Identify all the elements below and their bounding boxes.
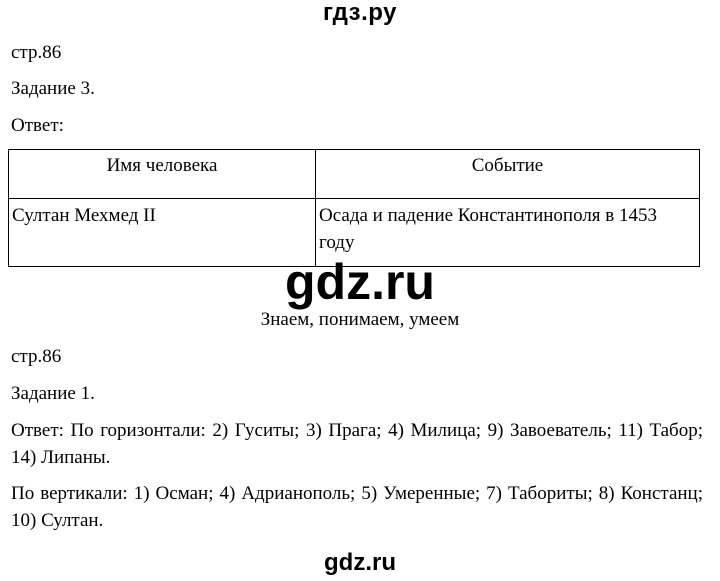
answer-table — [8, 149, 700, 267]
answer-vertical: По вертикали: 1) Осман; 4) Адрианополь; 5) Умеренные; 7) Табориты; 8) Констанц; 10) Султан. — [11, 483, 703, 531]
table-header-event: Событие — [316, 150, 700, 199]
answer-label: Ответ: — [11, 115, 64, 136]
site-header-logo: гдз.ру — [323, 0, 397, 26]
table-cell-event: Осада и падение Константинополя в 1453 году — [316, 199, 700, 267]
section-title: Знаем, понимаем, умеем — [260, 309, 460, 330]
site-footer-logo: gdz.ru — [324, 549, 396, 576]
table-header-name: Имя человека — [9, 150, 316, 199]
page-number: стр.86 — [11, 42, 62, 63]
table-header-row — [9, 150, 700, 199]
page-number-2: стр.86 — [11, 346, 62, 367]
task-title: Задание 3. — [11, 78, 95, 99]
watermark-logo: gdz.ru — [285, 254, 435, 310]
task-title-2: Задание 1. — [11, 383, 95, 404]
table-cell-name: Султан Мехмед II — [9, 199, 316, 267]
answer-horizontal: Ответ: По горизонтали: 2) Гуситы; 3) Прага; 4) Милица; 9) Завоеватель; 11) Табор; 14) Липаны. — [11, 420, 703, 468]
